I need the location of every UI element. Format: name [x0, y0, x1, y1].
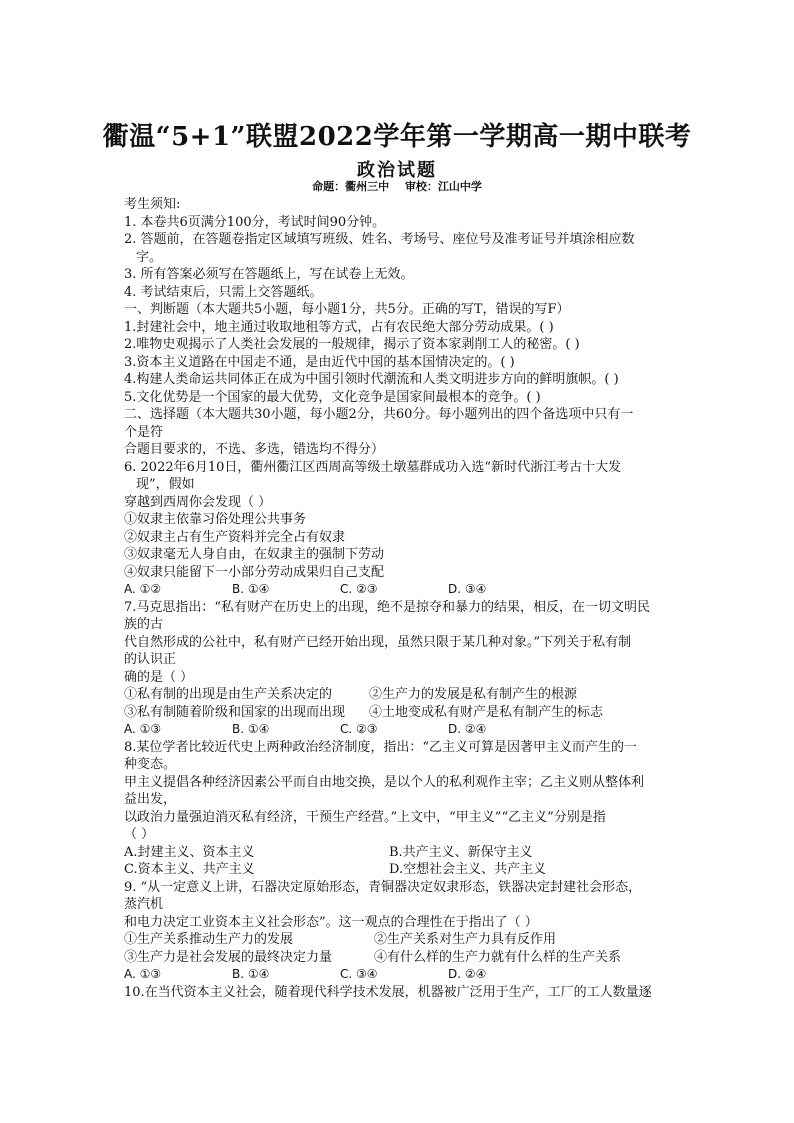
q7-stem: 7.马克思指出：“私有财产在历史上的出现，绝不是掠夺和暴力的结果，相反，在一切文明民	[124, 599, 651, 615]
judge-item: 2.唯物史观揭示了人类社会发展的一般规律，揭示了资本家剥削工人的秘密。( )	[124, 337, 580, 352]
proposer: 命题：衢州三中	[312, 180, 390, 193]
q6-stem: 穿越到西周你会发现（ ）	[124, 494, 272, 510]
q6-option: ③奴隶毫无人身自由，在奴隶主的强制下劳动	[124, 547, 385, 562]
q9-option: ④有什么样的生产力就有什么样的生产关系	[374, 949, 622, 965]
exam-body	[124, 196, 684, 1001]
q7-option: ④土地变成私有财产是私有制产生的标志	[369, 704, 604, 720]
q7-stem: 确的是（ ）	[124, 669, 194, 685]
q6-option: ④奴隶只能留下一小部分劳动成果归自己支配	[124, 564, 385, 580]
q9-stem: 9. “从一定意义上讲，石器决定原始形态，青铜器决定奴隶形态，铁器决定封建社会形态，	[124, 879, 642, 895]
q8-options-row	[124, 844, 684, 862]
choice-b: B. ①④	[232, 722, 270, 736]
exam-title: 衢温“5+1”联盟2022学年第一学期高一期中联考	[102, 122, 692, 152]
choice-a: A. ①③	[124, 722, 162, 736]
q9-choices	[124, 966, 684, 984]
choice-d: D. ③④	[448, 582, 487, 596]
choice-c: C. ②③	[340, 722, 378, 736]
choice-b: B. ①④	[232, 967, 270, 981]
notice-heading: 考生须知:	[124, 197, 181, 212]
notice-item: 字。	[136, 249, 163, 265]
judge-item: 5.文化优势是一个国家的最大优势，文化竞争是国家间最根本的竞争。( )	[124, 389, 541, 405]
q7-stem: 代自然形成的公社中，私有财产已经开始出现，虽然只限于某几种对象。”下列关于私有制	[124, 634, 632, 650]
notice-item: 4. 考试结束后，只需上交答题纸。	[124, 284, 323, 300]
q7-option: ③私有制随着阶级和国家的出现而出现	[124, 704, 346, 720]
choice-b: B. ①④	[232, 582, 270, 596]
exam-subject: 政治试题	[357, 160, 437, 181]
section2-heading: 合题目要求的，不选、多选，错选均不得分）	[124, 442, 385, 457]
q7-stem: 族的古	[124, 617, 164, 632]
q6-stem: 现”，假如	[136, 477, 195, 492]
choice-d: D. ②④	[448, 722, 487, 736]
q7-stem: 的认识正	[124, 652, 177, 667]
q6-option: ②奴隶主占有生产资料并完全占有奴隶	[124, 529, 346, 545]
section1-heading: 一、判断题（本大题共5小题，每小题1分，共5分。正确的写T，错误的写F）	[124, 302, 570, 317]
q8-stem: 以政治力量强迫消灭私有经济，干预生产经营。”上文中，“甲主义”“乙主义”分别是指	[124, 809, 606, 825]
notice-item: 1. 本卷共6页满分100分，考试时间90分钟。	[124, 214, 386, 230]
q8-option: C.资本主义、共产主义	[124, 862, 255, 877]
q9-stem: 蒸汽机	[124, 897, 164, 912]
choice-a: A. ①③	[124, 967, 162, 981]
choice-c: C. ②③	[340, 582, 378, 596]
q7-option: ①私有制的出现是由生产关系决定的	[124, 687, 333, 702]
q7-options-row	[124, 704, 684, 722]
q8-stem: （ ）	[124, 827, 155, 842]
q9-option: ③生产力是社会发展的最终决定力量	[124, 949, 333, 965]
q7-options-row	[124, 686, 684, 704]
q9-option: ②生产关系对生产力具有反作用	[374, 932, 557, 947]
choice-a: A. ①②	[124, 582, 162, 596]
q6-choices	[124, 581, 684, 599]
q10-stem: 10.在当代资本主义社会，随着现代科学技术发展，机器被广泛用于生产，工厂的工人数量逐	[124, 984, 652, 1000]
q9-option: ①生产关系推动生产力的发展	[124, 932, 294, 947]
q8-stem: 种变态。	[124, 757, 177, 772]
choice-c: C. ③④	[340, 967, 378, 981]
q7-option: ②生产力的发展是私有制产生的根源	[369, 687, 578, 702]
q9-options-row	[124, 931, 684, 949]
notice-item: 3. 所有答案必须写在答题纸上，写在试卷上无效。	[124, 267, 414, 282]
judge-item: 4.构建人类命运共同体正在成为中国引领时代潮流和人类文明进步方向的鲜明旗帜。( )	[124, 372, 619, 387]
q6-stem: 6. 2022年6月10日，衢州衢江区西周高等级土墩墓群成功入选“新时代浙江考古十大发	[124, 459, 622, 475]
q6-option: ①奴隶主依靠习俗处理公共事务	[124, 512, 307, 527]
section2-heading: 二、选择题（本大题共30小题，每小题2分，共60分。每小题列出的四个备选项中只有一	[124, 407, 634, 422]
reviewer: 审校：江山中学	[404, 180, 482, 193]
q8-stem: 甲主义提倡各种经济因素公平而自由地交换，是以个人的私利观作主宰；乙主义则从整体利	[124, 774, 645, 790]
section2-heading: 个是符	[124, 424, 164, 440]
q8-options-row	[124, 861, 684, 879]
q8-option: A.封建主义、资本主义	[124, 844, 255, 860]
q7-choices	[124, 721, 684, 739]
q8-option: B.共产主义、新保守主义	[389, 844, 533, 860]
exam-authors	[0, 178, 794, 194]
judge-item: 1.封建社会中，地主通过收取地租等方式，占有农民绝大部分劳动成果。( )	[124, 319, 554, 335]
q8-stem: 益出发，	[124, 792, 177, 807]
judge-item: 3.资本主义道路在中国走不通，是由近代中国的基本国情决定的。( )	[124, 354, 515, 370]
q9-options-row	[124, 949, 684, 967]
notice-item: 2. 答题前，在答题卷指定区域填写班级、姓名、考场号、座位号及准考证号并填涂相应数	[124, 232, 635, 247]
q9-stem: 和电力决定工业资本主义社会形态”。这一观点的合理性在于指出了（ ）	[124, 914, 538, 930]
q8-option: D.空想社会主义、共产主义	[389, 862, 547, 877]
q8-stem: 8.某位学者比较近代史上两种政治经济制度，指出：“乙主义可算是因著甲主义而产生的一	[124, 739, 638, 755]
choice-d: D. ②④	[448, 967, 487, 981]
